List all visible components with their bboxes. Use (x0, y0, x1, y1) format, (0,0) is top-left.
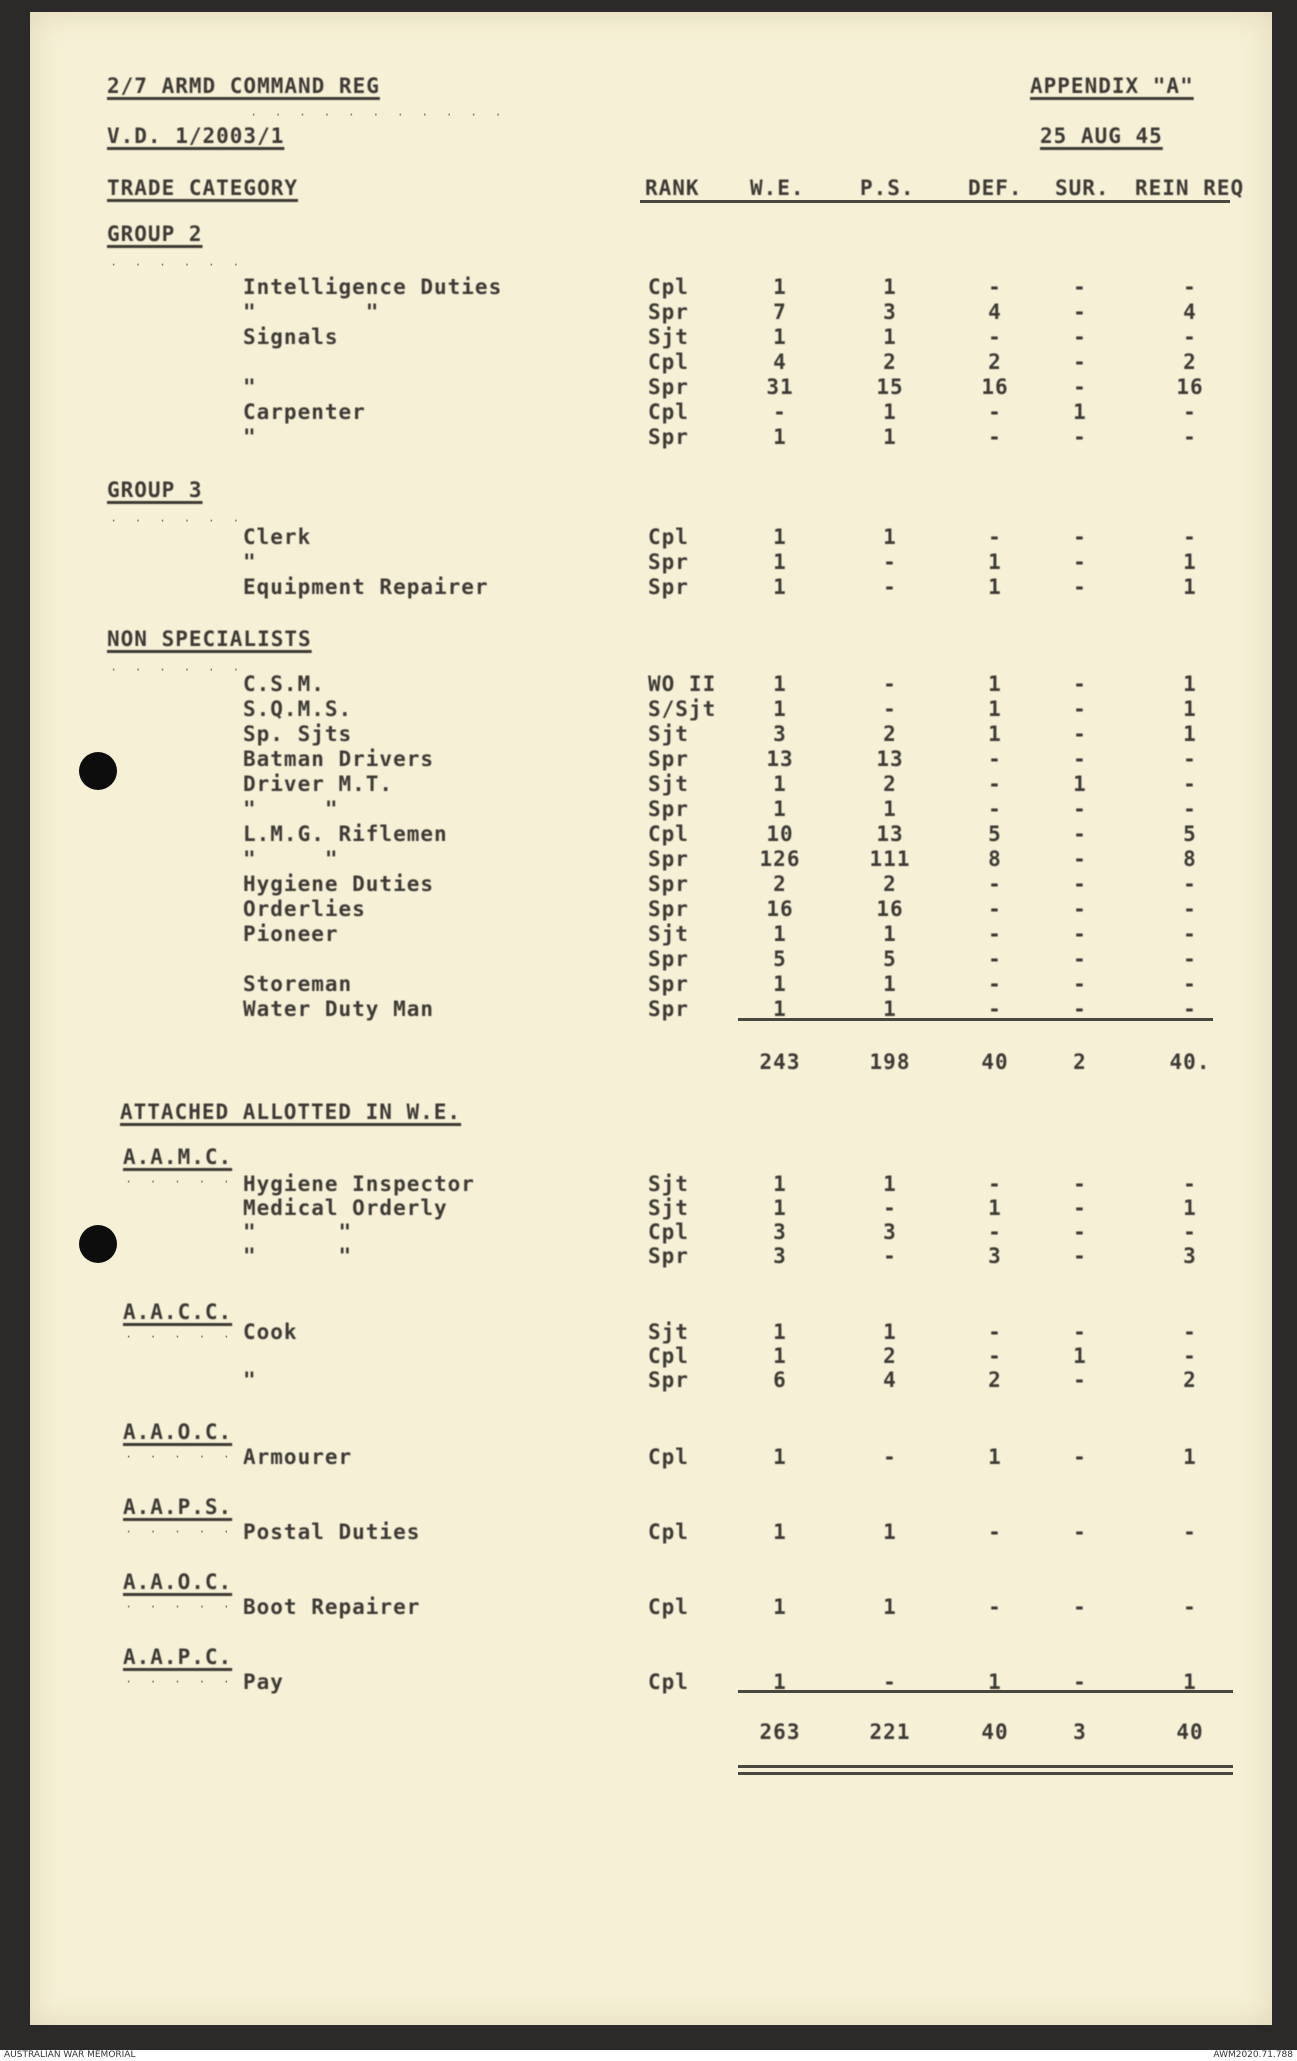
table-row-trade: Clerk (243, 525, 312, 549)
table-row-value: 16 (981, 375, 1009, 399)
table-row-rank: Spr (648, 997, 689, 1021)
table-row-value: - (1073, 325, 1087, 349)
attached-row-value: - (1183, 1220, 1197, 1244)
table-row-trade: Signals (243, 325, 339, 349)
table-row-value: - (988, 747, 1002, 771)
attached-row-value: - (988, 1172, 1002, 1196)
attached-row-value: 1 (773, 1595, 787, 1619)
attached-row-value: 3 (883, 1220, 897, 1244)
table-row-rank: Sjt (648, 722, 689, 746)
subtotal-rule (738, 1018, 1213, 1021)
table-row-value: 1 (988, 575, 1002, 599)
attached-row-value: - (1183, 1595, 1197, 1619)
table-row-value: - (1183, 772, 1197, 796)
table-row-value: 1 (988, 550, 1002, 574)
table-row-value: - (988, 425, 1002, 449)
table-row-value: - (1073, 897, 1087, 921)
table-row-trade: " " (243, 847, 339, 871)
attached-row-trade: " (243, 1368, 257, 1392)
table-row-value: 31 (766, 375, 794, 399)
table-row-value: 1 (1183, 550, 1197, 574)
attached-row-trade: " " (243, 1220, 353, 1244)
table-row-value: 1 (1183, 722, 1197, 746)
attached-row-value: - (1073, 1244, 1087, 1268)
table-row-value: 10 (766, 822, 794, 846)
attached-row-value: - (883, 1244, 897, 1268)
table-row-rank: Spr (648, 972, 689, 996)
table-row-rank: Spr (648, 300, 689, 324)
table-row-value: - (1183, 525, 1197, 549)
table-row-value: 2 (773, 872, 787, 896)
table-row-value: - (1073, 747, 1087, 771)
table-row-value: - (1073, 947, 1087, 971)
table-row-rank: Spr (648, 872, 689, 896)
attached-row-value: - (988, 1320, 1002, 1344)
table-row-rank: Sjt (648, 772, 689, 796)
attached-row-value: 6 (773, 1368, 787, 1392)
table-row-value: 1 (773, 525, 787, 549)
attached-group-title: A.A.P.C. (123, 1645, 233, 1669)
table-row-value: 1 (1183, 697, 1197, 721)
attached-row-value: 3 (988, 1244, 1002, 1268)
dot-leader: · · · · · · (125, 1450, 260, 1464)
table-row-value: 4 (1183, 300, 1197, 324)
table-row-value: - (883, 575, 897, 599)
table-row-value: - (1073, 375, 1087, 399)
subtotal-value: 2 (1073, 1050, 1087, 1074)
attached-row-value: 2 (1183, 1368, 1197, 1392)
col-header-ps: P.S. (860, 176, 915, 200)
table-row-trade: Driver M.T. (243, 772, 394, 796)
table-row-rank: Spr (648, 375, 689, 399)
table-row-rank: Cpl (648, 525, 689, 549)
attached-row-value: - (1183, 1320, 1197, 1344)
table-row-value: 1 (773, 275, 787, 299)
col-header-we: W.E. (750, 176, 805, 200)
group-title: GROUP 3 (107, 478, 203, 502)
attached-row-value: - (1073, 1520, 1087, 1544)
attached-row-value: 1 (1183, 1196, 1197, 1220)
table-row-value: 1 (883, 525, 897, 549)
table-row-value: 16 (876, 897, 904, 921)
table-row-value: - (1073, 525, 1087, 549)
attached-row-trade: Medical Orderly (243, 1196, 448, 1220)
group-title: NON SPECIALISTS (107, 627, 312, 651)
table-row-value: 3 (883, 300, 897, 324)
attached-row-value: 1 (883, 1520, 897, 1544)
document-date: 25 AUG 45 (1040, 124, 1163, 148)
table-row-value: - (883, 550, 897, 574)
attached-row-rank: Cpl (648, 1220, 689, 1244)
table-row-value: 1 (773, 972, 787, 996)
table-row-value: 15 (876, 375, 904, 399)
table-row-value: 1 (988, 672, 1002, 696)
header-rule (640, 200, 1230, 203)
attached-row-value: 2 (883, 1344, 897, 1368)
table-row-trade: Hygiene Duties (243, 872, 435, 896)
table-row-value: 1 (883, 400, 897, 424)
table-row-value: 1 (1073, 772, 1087, 796)
table-row-trade: S.Q.M.S. (243, 697, 353, 721)
table-row-rank: Spr (648, 425, 689, 449)
total-value: 221 (869, 1720, 911, 1744)
attached-row-value: 1 (773, 1670, 787, 1694)
subtotal-value: 198 (869, 1050, 911, 1074)
table-row-value: - (988, 525, 1002, 549)
attached-row-value: - (988, 1220, 1002, 1244)
table-row-value: - (988, 797, 1002, 821)
table-row-value: 2 (883, 772, 897, 796)
table-row-value: 2 (883, 350, 897, 374)
attached-group-title: A.A.O.C. (123, 1420, 233, 1444)
table-row-value: 16 (1176, 375, 1204, 399)
table-row-value: - (1183, 872, 1197, 896)
table-row-value: 1 (773, 772, 787, 796)
table-row-value: - (1073, 575, 1087, 599)
table-row-value: - (1073, 847, 1087, 871)
attached-row-trade: " " (243, 1244, 353, 1268)
attached-row-trade: Armourer (243, 1445, 353, 1469)
attached-row-value: 1 (988, 1196, 1002, 1220)
attached-row-rank: Cpl (648, 1670, 689, 1694)
attached-row-trade: Hygiene Inspector (243, 1172, 475, 1196)
table-row-value: 5 (773, 947, 787, 971)
attached-row-value: 1 (1183, 1445, 1197, 1469)
table-row-trade: Water Duty Man (243, 997, 435, 1021)
table-row-value: - (988, 400, 1002, 424)
table-row-value: - (1073, 275, 1087, 299)
table-row-rank: Spr (648, 575, 689, 599)
reference-number: V.D. 1/2003/1 (107, 124, 285, 148)
table-row-value: - (1183, 400, 1197, 424)
table-row-rank: Cpl (648, 275, 689, 299)
attached-row-value: - (1073, 1320, 1087, 1344)
attached-row-value: 1 (773, 1445, 787, 1469)
table-row-trade: L.M.G. Riflemen (243, 822, 448, 846)
attached-row-rank: Spr (648, 1368, 689, 1392)
table-row-value: 2 (883, 872, 897, 896)
table-row-value: - (988, 922, 1002, 946)
table-row-value: 126 (759, 847, 801, 871)
table-row-value: - (1073, 797, 1087, 821)
attached-group-title: A.A.P.S. (123, 1495, 233, 1519)
total-rule (738, 1690, 1233, 1693)
table-row-value: - (1183, 797, 1197, 821)
table-row-rank: Cpl (648, 822, 689, 846)
table-row-value: 1 (883, 797, 897, 821)
table-row-value: 1 (1183, 575, 1197, 599)
table-row-value: - (988, 947, 1002, 971)
table-row-value: - (988, 325, 1002, 349)
table-row-value: 1 (773, 425, 787, 449)
table-row-value: - (1183, 325, 1197, 349)
table-row-rank: Spr (648, 897, 689, 921)
attached-group-title: A.A.O.C. (123, 1570, 233, 1594)
unit-heading: 2/7 ARMD COMMAND REG (107, 74, 380, 98)
subtotal-value: 40 (981, 1050, 1009, 1074)
col-header-rein: REIN REQ (1135, 176, 1245, 200)
table-row-value: - (1183, 922, 1197, 946)
table-row-value: 13 (876, 822, 904, 846)
table-row-value: 2 (883, 722, 897, 746)
attached-row-value: 1 (883, 1172, 897, 1196)
table-row-value: 1 (1183, 672, 1197, 696)
table-row-rank: S/Sjt (648, 697, 717, 721)
attached-row-rank: Cpl (648, 1445, 689, 1469)
dot-leader: · · · · · · (110, 258, 245, 272)
table-row-value: - (1183, 947, 1197, 971)
table-row-value: 5 (883, 947, 897, 971)
table-row-value: 4 (988, 300, 1002, 324)
table-row-rank: Spr (648, 947, 689, 971)
attached-row-value: 1 (1183, 1670, 1197, 1694)
attached-row-value: - (883, 1445, 897, 1469)
table-row-value: - (988, 872, 1002, 896)
attached-row-trade: Pay (243, 1670, 284, 1694)
attached-row-value: 2 (988, 1368, 1002, 1392)
table-row-value: 1 (883, 275, 897, 299)
table-row-trade: Orderlies (243, 897, 366, 921)
attached-row-value: - (1073, 1172, 1087, 1196)
attached-row-value: - (1073, 1595, 1087, 1619)
attached-row-value: - (1073, 1445, 1087, 1469)
table-row-value: 8 (988, 847, 1002, 871)
table-row-rank: Cpl (648, 400, 689, 424)
total-value: 3 (1073, 1720, 1087, 1744)
table-row-value: - (988, 897, 1002, 921)
table-row-value: 5 (988, 822, 1002, 846)
table-row-value: 1 (883, 997, 897, 1021)
attached-row-rank: Cpl (648, 1595, 689, 1619)
total-double-rule (738, 1765, 1233, 1775)
table-row-value: 1 (773, 550, 787, 574)
attached-row-value: - (1073, 1368, 1087, 1392)
col-header-sur: SUR. (1055, 176, 1110, 200)
attached-row-value: - (883, 1670, 897, 1694)
table-row-value: - (773, 400, 787, 424)
table-row-value: - (1073, 722, 1087, 746)
col-header-rank: RANK (645, 176, 700, 200)
table-row-value: - (988, 997, 1002, 1021)
col-header-category: TRADE CATEGORY (107, 176, 299, 200)
table-row-trade: " (243, 550, 257, 574)
table-row-value: 1 (773, 697, 787, 721)
attached-row-value: - (1183, 1520, 1197, 1544)
table-row-value: - (1183, 747, 1197, 771)
table-row-value: - (1073, 300, 1087, 324)
attached-row-value: 3 (773, 1244, 787, 1268)
total-value: 263 (759, 1720, 801, 1744)
attached-row-value: 3 (1183, 1244, 1197, 1268)
table-row-value: - (988, 275, 1002, 299)
table-row-value: - (1183, 972, 1197, 996)
attached-row-value: 1 (773, 1520, 787, 1544)
table-row-value: 1 (1073, 400, 1087, 424)
table-row-value: - (1073, 922, 1087, 946)
footer-accession: AWM2020.71.788 (1213, 2050, 1293, 2060)
table-row-value: 13 (876, 747, 904, 771)
total-value: 40 (981, 1720, 1009, 1744)
attached-row-value: 1 (883, 1595, 897, 1619)
table-row-rank: Spr (648, 550, 689, 574)
attached-row-trade: Postal Duties (243, 1520, 421, 1544)
footer-credit: AUSTRALIAN WAR MEMORIAL (4, 2050, 136, 2060)
dot-leader: · · · · · · (125, 1675, 260, 1689)
attached-row-rank: Cpl (648, 1520, 689, 1544)
table-row-value: - (988, 772, 1002, 796)
table-row-value: 16 (766, 897, 794, 921)
table-row-value: 3 (773, 722, 787, 746)
attached-row-value: 1 (883, 1320, 897, 1344)
group-title: GROUP 2 (107, 222, 203, 246)
attached-row-value: - (1073, 1670, 1087, 1694)
table-row-value: 8 (1183, 847, 1197, 871)
table-row-value: - (1183, 425, 1197, 449)
table-row-value: - (1073, 425, 1087, 449)
table-row-value: - (883, 697, 897, 721)
attached-row-value: 1 (773, 1172, 787, 1196)
table-row-trade: " " (243, 797, 339, 821)
appendix-label: APPENDIX "A" (1030, 74, 1194, 98)
table-row-value: - (1073, 550, 1087, 574)
attached-row-value: 4 (883, 1368, 897, 1392)
table-row-value: - (1073, 350, 1087, 374)
table-row-value: 5 (1183, 822, 1197, 846)
attached-row-value: - (1073, 1196, 1087, 1220)
table-row-value: - (1183, 897, 1197, 921)
attached-row-value: 1 (988, 1670, 1002, 1694)
table-row-rank: Sjt (648, 325, 689, 349)
attached-row-value: 3 (773, 1220, 787, 1244)
attached-row-value: - (883, 1196, 897, 1220)
table-row-value: - (1073, 822, 1087, 846)
table-row-trade: " (243, 375, 257, 399)
attached-row-value: - (988, 1520, 1002, 1544)
table-row-value: 1 (773, 922, 787, 946)
table-row-value: 1 (883, 425, 897, 449)
attached-row-rank: Sjt (648, 1320, 689, 1344)
table-row-value: 4 (773, 350, 787, 374)
table-row-value: - (1073, 697, 1087, 721)
table-row-value: 1 (773, 997, 787, 1021)
table-row-value: 1 (883, 972, 897, 996)
table-row-value: 1 (988, 722, 1002, 746)
table-row-value: 1 (988, 697, 1002, 721)
dot-leader: · · · · · · (125, 1600, 260, 1614)
attached-row-rank: Cpl (648, 1344, 689, 1368)
attached-row-value: 1 (773, 1320, 787, 1344)
attached-row-trade: Cook (243, 1320, 298, 1344)
punch-hole-icon (79, 752, 117, 790)
attached-group-title: A.A.C.C. (123, 1300, 233, 1324)
table-row-value: 1 (883, 922, 897, 946)
table-row-trade: Equipment Repairer (243, 575, 489, 599)
table-row-rank: Spr (648, 847, 689, 871)
table-row-value: 111 (869, 847, 911, 871)
attached-row-trade: Boot Repairer (243, 1595, 421, 1619)
table-row-trade: " (243, 425, 257, 449)
punch-hole-icon (79, 1225, 117, 1263)
table-row-value: 1 (773, 797, 787, 821)
dot-leader: · · · · · · (110, 514, 245, 528)
table-row-value: 7 (773, 300, 787, 324)
table-row-value: 2 (988, 350, 1002, 374)
attached-row-value: 1 (773, 1344, 787, 1368)
table-row-value: 2 (1183, 350, 1197, 374)
table-row-value: - (1073, 872, 1087, 896)
attached-row-rank: Spr (648, 1244, 689, 1268)
attached-row-rank: Sjt (648, 1172, 689, 1196)
col-header-def: DEF. (968, 176, 1023, 200)
attached-row-value: - (988, 1344, 1002, 1368)
attached-row-value: 1 (1073, 1344, 1087, 1368)
table-row-rank: Spr (648, 797, 689, 821)
total-value: 40 (1176, 1720, 1204, 1744)
table-row-value: - (1183, 275, 1197, 299)
table-row-value: - (988, 972, 1002, 996)
table-row-rank: WO II (648, 672, 717, 696)
dot-leader: · · · · · · (125, 1175, 260, 1189)
subtotal-value: 40. (1169, 1050, 1211, 1074)
table-row-rank: Spr (648, 747, 689, 771)
table-row-value: 1 (773, 672, 787, 696)
dot-leader: · · · · · · · · · · · (250, 108, 507, 122)
table-row-trade: Batman Drivers (243, 747, 435, 771)
table-row-value: 1 (773, 325, 787, 349)
attached-row-value: - (1183, 1172, 1197, 1196)
table-row-rank: Sjt (648, 922, 689, 946)
table-row-value: 1 (883, 325, 897, 349)
dot-leader: · · · · · · (125, 1330, 260, 1344)
table-row-value: - (1073, 672, 1087, 696)
table-row-trade: Pioneer (243, 922, 339, 946)
table-row-value: 1 (773, 575, 787, 599)
attached-group-title: A.A.M.C. (123, 1145, 233, 1169)
table-row-value: 13 (766, 747, 794, 771)
table-row-trade: " " (243, 300, 380, 324)
table-row-trade: Sp. Sjts (243, 722, 353, 746)
table-row-value: - (1073, 972, 1087, 996)
attached-row-rank: Sjt (648, 1196, 689, 1220)
dot-leader: · · · · · · (110, 663, 245, 677)
attached-row-value: 1 (773, 1196, 787, 1220)
table-row-value: - (1073, 997, 1087, 1021)
table-row-value: - (883, 672, 897, 696)
table-row-trade: Carpenter (243, 400, 366, 424)
dot-leader: · · · · · · (125, 1525, 260, 1539)
table-row-value: - (1183, 997, 1197, 1021)
attached-title: ATTACHED ALLOTTED IN W.E. (120, 1100, 462, 1124)
subtotal-value: 243 (759, 1050, 801, 1074)
attached-row-value: - (1183, 1344, 1197, 1368)
table-row-trade: Intelligence Duties (243, 275, 503, 299)
attached-row-value: - (988, 1595, 1002, 1619)
attached-row-value: 1 (988, 1445, 1002, 1469)
table-row-trade: Storeman (243, 972, 353, 996)
attached-row-value: - (1073, 1220, 1087, 1244)
table-row-trade: C.S.M. (243, 672, 325, 696)
table-row-rank: Cpl (648, 350, 689, 374)
